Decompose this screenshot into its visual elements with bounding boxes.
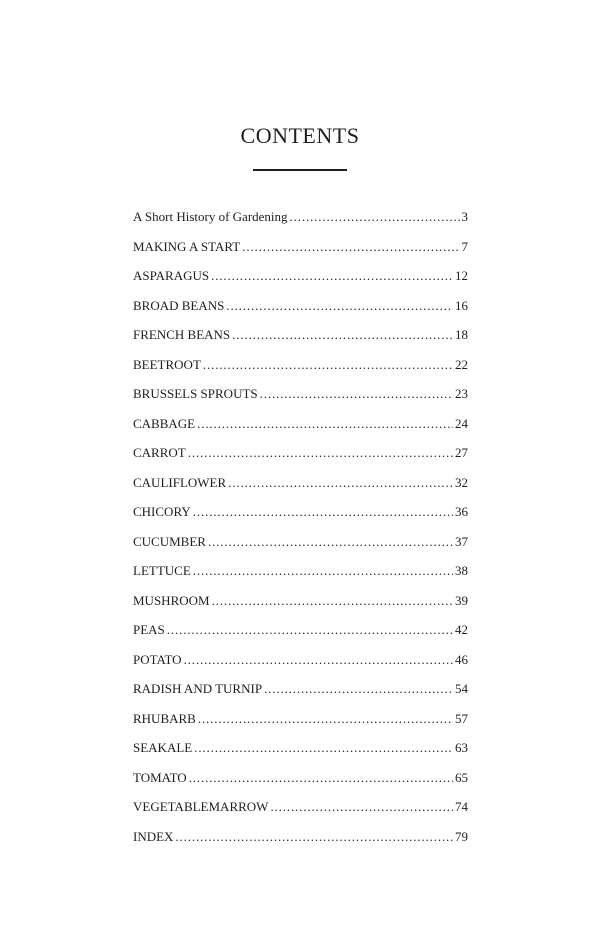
toc-entry[interactable] xyxy=(133,586,468,616)
toc-entry-page-number: 27 xyxy=(455,445,468,460)
dot-leader xyxy=(197,409,453,439)
dot-leader xyxy=(193,497,453,527)
toc-entry-page-number: 46 xyxy=(455,651,468,667)
toc-entry[interactable] xyxy=(133,232,468,262)
toc-entry-label: FRENCH BEANS xyxy=(133,327,231,342)
toc-entry[interactable] xyxy=(133,468,468,498)
toc-entry-page-number: 74 xyxy=(455,799,468,814)
toc-entry-label: BRUSSELS SPROUTS xyxy=(133,386,258,401)
toc-entry-label: BROAD BEANS xyxy=(133,297,225,313)
toc-entry-page-number: 22 xyxy=(455,356,468,372)
toc-entry[interactable] xyxy=(133,409,468,439)
dot-leader xyxy=(264,674,453,704)
toc-entry-page-number: 63 xyxy=(455,740,468,755)
toc-entry[interactable] xyxy=(133,438,468,468)
toc-entry[interactable] xyxy=(133,261,468,291)
toc-entry[interactable] xyxy=(133,615,468,645)
toc-entry-label: A Short History of Gardening xyxy=(133,209,288,224)
dot-leader xyxy=(228,468,453,498)
dot-leader xyxy=(290,202,460,232)
toc-entry[interactable] xyxy=(133,733,468,763)
dot-leader xyxy=(167,615,453,645)
toc-entry-page-number: 57 xyxy=(455,710,468,726)
toc-entry-page-number: 32 xyxy=(455,474,468,490)
toc-entry-label: CARROT xyxy=(133,445,186,460)
dot-leader xyxy=(194,733,453,763)
toc-entry[interactable] xyxy=(133,379,468,409)
dot-leader xyxy=(184,645,453,675)
toc-entry-page-number: 16 xyxy=(455,297,468,313)
toc-entry-page-number: 79 xyxy=(455,828,468,844)
dot-leader xyxy=(193,556,453,586)
toc-entry[interactable] xyxy=(133,704,468,734)
toc-entry-page-number: 3 xyxy=(461,209,468,224)
toc-entry-label: LETTUCE xyxy=(133,563,191,578)
dot-leader xyxy=(270,792,453,822)
dot-leader xyxy=(232,320,453,350)
toc-entry[interactable] xyxy=(133,822,468,852)
toc-entry-label: SEAKALE xyxy=(133,740,193,755)
toc-entry-page-number: 37 xyxy=(455,533,468,549)
toc-entry-label: VEGETABLEMARROW xyxy=(133,799,269,814)
toc-entry-label: RHUBARB xyxy=(133,710,196,726)
toc-entry-page-number: 42 xyxy=(455,622,468,637)
toc-entry-label: INDEX xyxy=(133,828,174,844)
toc-entry-label: PEAS xyxy=(133,622,165,637)
toc-entry[interactable] xyxy=(133,527,468,557)
toc-entry-page-number: 12 xyxy=(455,268,468,283)
toc-entry[interactable] xyxy=(133,497,468,527)
toc-entry-label: BEETROOT xyxy=(133,356,201,372)
toc-entry-page-number: 38 xyxy=(455,563,468,578)
toc-entry-label: ASPARAGUS xyxy=(133,268,210,283)
toc-entry[interactable] xyxy=(133,645,468,675)
toc-entry-label: RADISH AND TURNIP xyxy=(133,681,263,696)
toc-entry-page-number: 7 xyxy=(461,238,468,254)
toc-entry-label: TOMATO xyxy=(133,769,187,785)
dot-leader xyxy=(226,291,453,321)
toc-entry[interactable] xyxy=(133,674,468,704)
dot-leader xyxy=(203,350,453,380)
toc-entry-label: CAULIFLOWER xyxy=(133,474,227,490)
dot-leader xyxy=(175,822,453,852)
dot-leader xyxy=(189,763,453,793)
toc-entry[interactable] xyxy=(133,202,468,232)
toc-entry[interactable] xyxy=(133,763,468,793)
dot-leader xyxy=(208,527,453,557)
toc-entry[interactable] xyxy=(133,291,468,321)
page-title: CONTENTS xyxy=(240,123,360,148)
toc-entry-page-number: 24 xyxy=(455,415,468,431)
dot-leader xyxy=(188,438,453,468)
toc-entry-page-number: 54 xyxy=(455,681,468,696)
title-underline-rule xyxy=(253,169,347,171)
toc-entry-label: MAKING A START xyxy=(133,238,241,254)
toc-entry[interactable] xyxy=(133,556,468,586)
toc-entry-label: MUSHROOM xyxy=(133,592,210,608)
toc-entry[interactable] xyxy=(133,320,468,350)
dot-leader xyxy=(212,586,453,616)
dot-leader xyxy=(242,232,459,262)
dot-leader xyxy=(260,379,453,409)
toc-entry-label: CABBAGE xyxy=(133,415,196,431)
toc-entry-label: CUCUMBER xyxy=(133,533,206,549)
toc-entry-page-number: 18 xyxy=(455,327,468,342)
toc-entry-label: POTATO xyxy=(133,651,182,667)
toc-entry[interactable] xyxy=(133,792,468,822)
toc-entry-page-number: 39 xyxy=(455,592,468,608)
toc-entry-page-number: 65 xyxy=(455,769,468,785)
toc-entry-page-number: 36 xyxy=(455,504,468,519)
toc-entry-label: CHICORY xyxy=(133,504,191,519)
table-of-contents xyxy=(133,202,468,851)
toc-entry-page-number: 23 xyxy=(455,386,468,401)
dot-leader xyxy=(211,261,453,291)
dot-leader xyxy=(198,704,453,734)
toc-entry[interactable] xyxy=(133,350,468,380)
